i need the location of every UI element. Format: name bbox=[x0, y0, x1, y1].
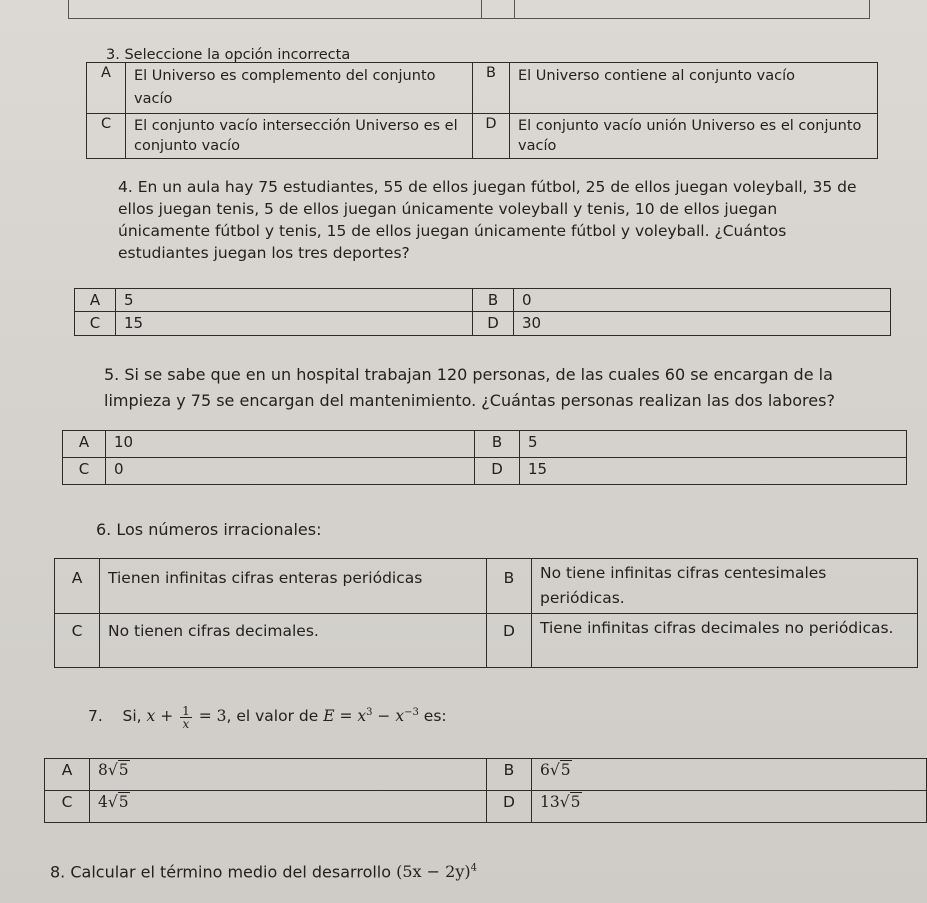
option-d[interactable]: Tiene infinitas cifras decimales no periódicas. bbox=[532, 614, 918, 668]
question-6-options bbox=[54, 558, 918, 668]
question-4-text: 4. En un aula hay 75 estudiantes, 55 de ellos juegan fútbol, 25 de ellos juegan voleyball, 35 de ellos juegan tenis, 5 de ellos juegan únicamente voleyball y tenis, 10 de ellos juegan únicamente fútbol y tenis, 15 de ellos juegan únicamente fútbol y voleyball. ¿Cuántos estudiantes juegan los tres deportes? bbox=[118, 178, 857, 262]
option-d[interactable]: 15 bbox=[520, 458, 907, 485]
question-7-text bbox=[88, 702, 447, 730]
option-letter: D bbox=[487, 614, 532, 668]
option-letter: A bbox=[87, 63, 126, 114]
option-letter: C bbox=[87, 114, 126, 159]
question-3-title: 3. Seleccione la opción incorrecta bbox=[106, 47, 351, 63]
question-mid: , el valor de bbox=[226, 707, 319, 726]
option-a[interactable]: Tienen infinitas cifras enteras periódicas bbox=[100, 559, 487, 614]
option-d[interactable]: 13√5 bbox=[532, 791, 927, 823]
option-b[interactable]: 5 bbox=[520, 431, 907, 458]
option-letter: A bbox=[55, 559, 100, 614]
question-5-text: 5. Si se sabe que en un hospital trabajan 120 personas, de las cuales 60 se encargan de la limpieza y 75 se encargan del mantenimiento. ¿Cuántas personas realizan las dos labores? bbox=[104, 365, 835, 410]
option-letter: B bbox=[475, 431, 520, 458]
question-prefix: Si, bbox=[122, 707, 142, 726]
question-4-options bbox=[74, 288, 891, 336]
option-letter: C bbox=[75, 312, 116, 336]
option-letter: D bbox=[473, 114, 510, 159]
question-8-text bbox=[50, 858, 477, 883]
option-c[interactable]: 15 bbox=[116, 312, 473, 336]
question-6-text: 6. Los números irracionales: bbox=[96, 520, 322, 539]
option-b[interactable]: 0 bbox=[514, 289, 891, 312]
option-b[interactable]: El Universo contiene al conjunto vacío bbox=[510, 63, 878, 114]
option-d[interactable]: El conjunto vacío unión Universo es el conjunto vacío bbox=[510, 114, 878, 159]
option-c[interactable]: El conjunto vacío intersección Universo es el conjunto vacío bbox=[126, 114, 473, 159]
option-a[interactable]: 8√5 bbox=[90, 759, 487, 791]
option-letter: B bbox=[487, 759, 532, 791]
equation-given: x + $\frac{1}{x}$ = 3 bbox=[146, 703, 227, 731]
option-letter: D bbox=[487, 791, 532, 823]
option-b[interactable]: 6√5 bbox=[532, 759, 927, 791]
option-letter: B bbox=[473, 63, 510, 114]
question-3-options bbox=[86, 62, 878, 159]
question-5-options bbox=[62, 430, 907, 485]
option-c[interactable]: 0 bbox=[106, 458, 475, 485]
question-number: 7. bbox=[88, 707, 103, 726]
question-8-prompt: 8. Calcular el término medio del desarrollo bbox=[50, 862, 392, 882]
option-letter: D bbox=[473, 312, 514, 336]
option-letter: A bbox=[63, 431, 106, 458]
option-letter: D bbox=[475, 458, 520, 485]
table-divider bbox=[481, 0, 482, 18]
option-letter: A bbox=[75, 289, 116, 312]
option-a[interactable]: 10 bbox=[106, 431, 475, 458]
question-suffix: es: bbox=[423, 707, 447, 726]
option-b[interactable]: No tiene infinitas cifras centesimales periódicas. bbox=[532, 559, 918, 614]
equation-target: $E = x^3 - x^{-3}$ bbox=[323, 707, 419, 726]
option-letter: B bbox=[487, 559, 532, 614]
option-c[interactable]: 4√5 bbox=[90, 791, 487, 823]
question-7-options bbox=[44, 758, 927, 823]
table-divider bbox=[514, 0, 515, 18]
binomial-expression: $(5x - 2y)^4$ bbox=[396, 862, 477, 882]
option-d[interactable]: 30 bbox=[514, 312, 891, 336]
option-letter: C bbox=[55, 614, 100, 668]
option-letter: C bbox=[45, 791, 90, 823]
option-a[interactable]: 5 bbox=[116, 289, 473, 312]
option-letter: C bbox=[63, 458, 106, 485]
option-c[interactable]: No tienen cifras decimales. bbox=[100, 614, 487, 668]
option-letter: B bbox=[473, 289, 514, 312]
previous-table-fragment bbox=[68, 0, 870, 19]
option-letter: A bbox=[45, 759, 90, 791]
option-a[interactable]: El Universo es complemento del conjunto vacío bbox=[126, 63, 473, 114]
